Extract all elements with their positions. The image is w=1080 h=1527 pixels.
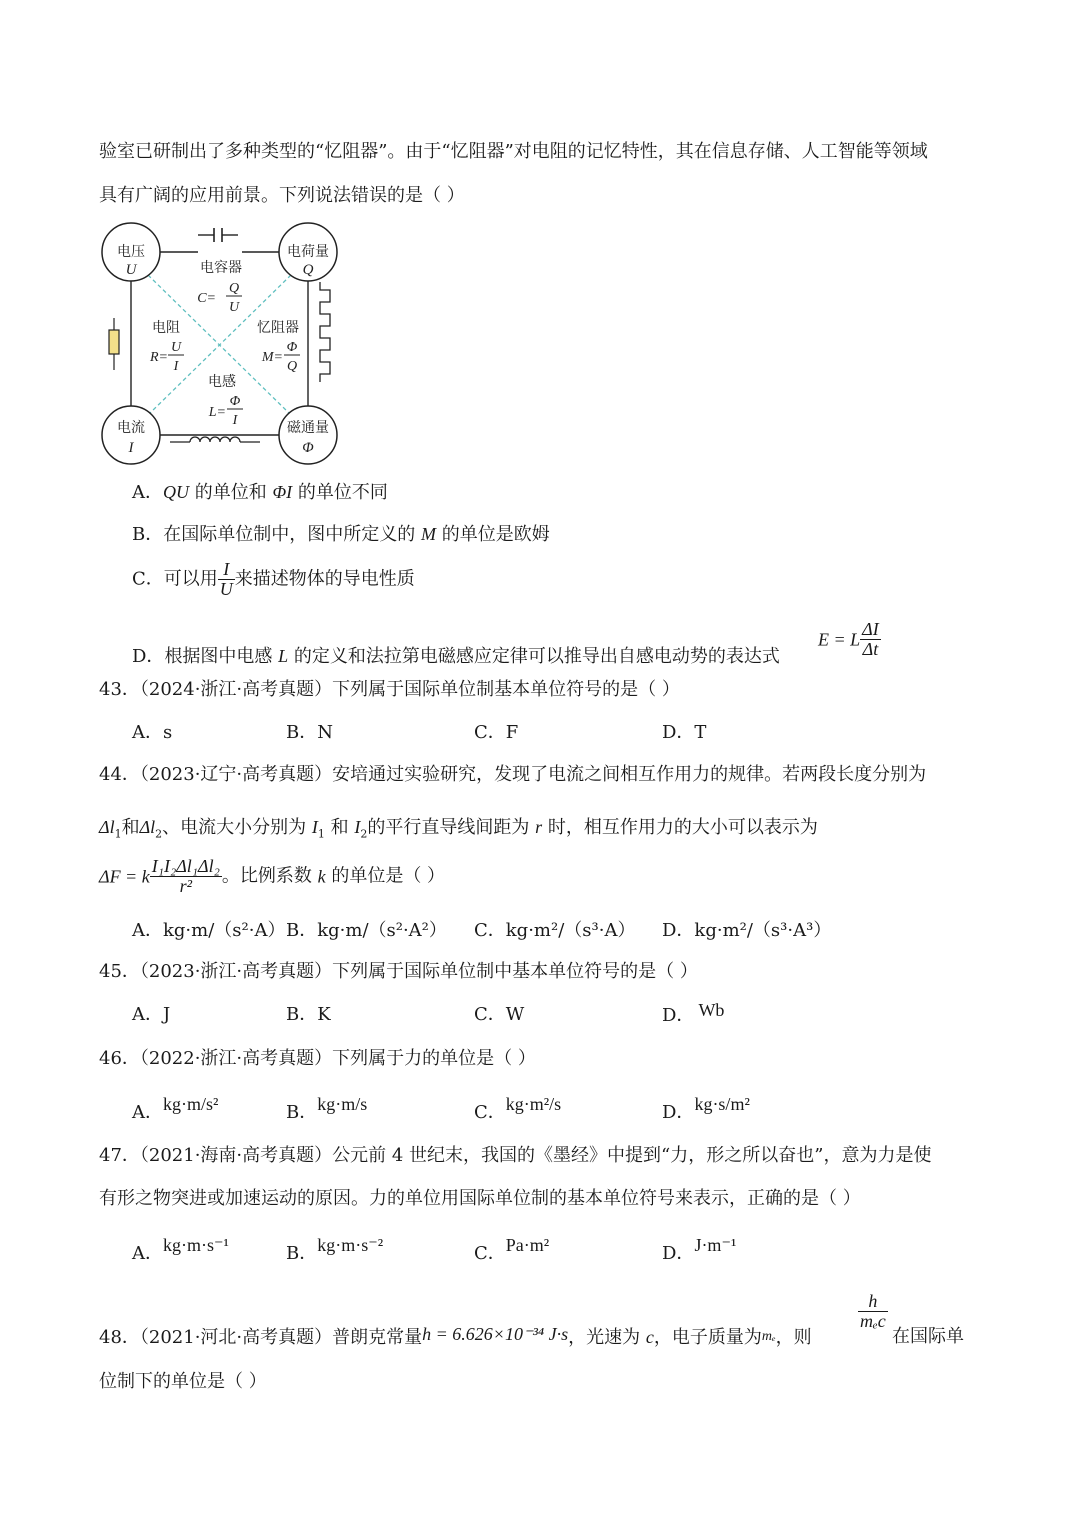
memristor-diagram bbox=[98, 220, 343, 468]
q43-option-d: D．T bbox=[662, 722, 707, 743]
svg-text:U: U bbox=[170, 340, 182, 355]
resistor-symbol bbox=[109, 318, 119, 370]
q47-line-2: 有形之物突进或加速运动的原因。力的单位用国际单位制的基本单位符号来表示，正确的是（ ） bbox=[99, 1188, 861, 1209]
q46-option-d: D．kg·s/m² bbox=[662, 1094, 750, 1123]
svg-text:电容器: 电容器 bbox=[200, 260, 242, 276]
svg-text:电流: 电流 bbox=[117, 420, 145, 436]
q45-option-b: B．K bbox=[286, 1004, 331, 1025]
inductor-symbol bbox=[170, 437, 260, 442]
q44-line-2: $\Delta l_1$和$\Delta l_2$、电流大小分别为 $I_1$ 和 $I_2$的平行直导线间距为 r 时，相互作用力的大小可以表示为 bbox=[99, 817, 818, 841]
q44-option-c: C．kg·m²/（s³·A） bbox=[474, 920, 636, 941]
q47-line-1: 47．（2021·海南·高考真题）公元前 4 世纪末，我国的《墨经》中提到“力，形之所以奋也”，意为力是使 bbox=[99, 1145, 932, 1166]
svg-text:R=: R= bbox=[150, 350, 168, 365]
svg-text:Φ: Φ bbox=[286, 340, 298, 355]
q46-option-a: A．kg·m/s² bbox=[132, 1094, 219, 1123]
option-42-b: B．在国际单位制中，图中所定义的 M 的单位是欧姆 bbox=[132, 524, 550, 545]
svg-text:U: U bbox=[228, 300, 240, 315]
svg-text:I: I bbox=[128, 440, 134, 456]
resistor-formula bbox=[149, 319, 184, 374]
q48-line-2: 位制下的单位是（ ） bbox=[99, 1371, 267, 1392]
memristor-symbol bbox=[320, 282, 330, 382]
q47-option-d: D．J·m⁻¹ bbox=[662, 1235, 737, 1264]
q44-line-3: ΔF = k $\frac{\text{I₁I₂Δl₁Δl₂}}{\text{r²}}$ 。比例系数 k 的单位是（ ） bbox=[99, 856, 446, 896]
svg-text:磁通量: 磁通量 bbox=[287, 420, 329, 436]
q47-option-b: B．kg·m·s⁻² bbox=[286, 1235, 384, 1264]
node-voltage bbox=[102, 223, 160, 281]
svg-text:U: U bbox=[125, 262, 137, 278]
q44-stem: 44．（2023·辽宁·高考真题）安培通过实验研究，发现了电流之间相互作用力的规律。若两段长度分别为 bbox=[99, 764, 927, 785]
memristor-formula bbox=[257, 319, 300, 374]
q48-fraction: $\frac{h}{\text{mₑc}}$ bbox=[860, 1291, 886, 1331]
node-charge bbox=[279, 223, 337, 281]
intro-line-2: 具有广阔的应用前景。下列说法错误的是（ ） bbox=[99, 185, 465, 206]
q43-option-a: A．s bbox=[132, 722, 173, 743]
q46-option-c: C．kg·m²/s bbox=[474, 1094, 562, 1123]
q43-option-b: B．N bbox=[286, 722, 333, 743]
q43-stem: 43．（2024·浙江·高考真题）下列属于国际单位制基本单位符号的是（ ） bbox=[99, 679, 680, 700]
q45-stem: 45．（2023·浙江·高考真题）下列属于国际单位制中基本单位符号的是（ ） bbox=[99, 961, 698, 982]
svg-text:C=: C= bbox=[197, 291, 216, 306]
q48-line-1: 48．（2021·河北·高考真题）普朗克常量h = 6.626×10⁻³⁴ J·s，光速为 c，电子质量为mₑ，则 bbox=[99, 1324, 812, 1348]
svg-text:I: I bbox=[232, 413, 238, 428]
node-flux bbox=[279, 406, 337, 464]
q43-option-c: C．F bbox=[474, 722, 519, 743]
svg-text:电荷量: 电荷量 bbox=[287, 244, 329, 260]
svg-text:Q: Q bbox=[228, 281, 240, 296]
svg-text:电阻: 电阻 bbox=[152, 320, 180, 336]
svg-text:Q: Q bbox=[302, 262, 314, 278]
q48-line-1-tail: 在国际单 bbox=[892, 1326, 964, 1347]
intro-line-1: 验室已研制出了多种类型的“忆阻器”。由于“忆阻器”对电阻的记忆特性，其在信息存储、人工智能等领域 bbox=[99, 141, 928, 162]
capacitor-formula bbox=[197, 259, 242, 315]
option-42-a: A．QU 的单位和 ΦI 的单位不同 bbox=[132, 482, 388, 503]
inductor-formula bbox=[208, 373, 243, 428]
q47-option-a: A．kg·m·s⁻¹ bbox=[132, 1235, 229, 1264]
option-42-c: C．可以用 $\frac{I}{U}$ 来描述物体的导电性质 bbox=[132, 559, 415, 599]
node-current bbox=[102, 406, 160, 464]
q44-option-d: D．kg·m²/（s³·A³） bbox=[662, 920, 832, 941]
svg-text:Q: Q bbox=[286, 359, 298, 374]
option-42-d: D．根据图中电感 L 的定义和法拉第电磁感应定律可以推导出自感电动势的表达式 bbox=[132, 646, 780, 667]
q47-option-c: C．Pa·m² bbox=[474, 1235, 550, 1264]
capacitor-symbol bbox=[198, 228, 242, 262]
svg-text:电压: 电压 bbox=[117, 244, 145, 260]
svg-text:Φ: Φ bbox=[302, 440, 314, 456]
q46-stem: 46．（2022·浙江·高考真题）下列属于力的单位是（ ） bbox=[99, 1048, 536, 1069]
svg-text:电感: 电感 bbox=[208, 374, 236, 390]
q44-option-a: A．kg·m/（s²·A） bbox=[132, 920, 286, 941]
svg-text:Φ: Φ bbox=[229, 394, 241, 409]
q45-option-d: D． Wb bbox=[662, 1000, 725, 1026]
svg-text:L=: L= bbox=[208, 405, 226, 420]
q45-option-c: C．W bbox=[474, 1004, 525, 1025]
q45-option-a: A．J bbox=[132, 1004, 171, 1025]
svg-text:I: I bbox=[173, 359, 179, 374]
q46-option-b: B．kg·m/s bbox=[286, 1094, 368, 1123]
svg-text:M=: M= bbox=[261, 350, 283, 365]
svg-text:忆阻器: 忆阻器 bbox=[257, 320, 299, 336]
self-inductance-formula: E = L $\frac{\Delta I}{\Delta t}$ bbox=[818, 619, 879, 659]
q44-option-b: B．kg·m/（s²·A²） bbox=[286, 920, 447, 941]
